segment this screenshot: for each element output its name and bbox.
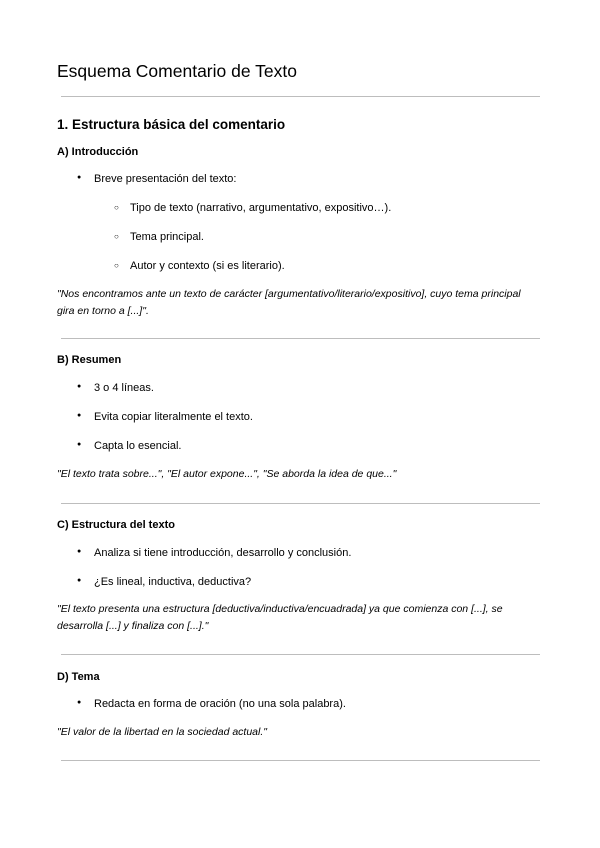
sub-list-item: ○ Tipo de texto (narrativo, argumentativo, expositivo…). [130,202,391,214]
divider [61,503,540,504]
subsection-heading-estructura: C) Estructura del texto [57,519,175,531]
divider [61,654,540,655]
subsection-heading-introduccion: A) Introducción [57,146,139,158]
example-quote: "El texto trata sobre...", "El autor expone...", "Se aborda la idea de que..." [57,468,397,480]
sub-list-item: ○ Autor y contexto (si es literario). [130,260,285,272]
section-heading: 1. Estructura básica del comentario [57,117,286,132]
example-quote: "Nos encontramos ante un texto de carácter [argumentativo/literario/expositivo], cuyo tema principal gira en torno a [...]". [57,288,521,317]
divider [61,96,540,97]
list-item: ● Analiza si tiene introducción, desarrollo y conclusión. [94,547,351,559]
list-item: ● ¿Es lineal, inductiva, deductiva? [94,576,251,588]
list-item: ● Evita copiar literalmente el texto. [94,411,253,423]
list-item: ● Redacta en forma de oración (no una sola palabra). [94,698,346,710]
divider [61,338,540,339]
page-title: Esquema Comentario de Texto [57,61,297,81]
list-item: ● Breve presentación del texto: [94,173,236,185]
example-quote: "El valor de la libertad en la sociedad actual." [57,726,267,738]
list-item: ● 3 o 4 líneas. [94,382,154,394]
sub-list-item: ○ Tema principal. [130,231,204,243]
example-quote: "El texto presenta una estructura [deductiva/inductiva/encuadrada] ya que comienza con [...], se desarrolla [...] y finaliza con [...]." [57,603,503,632]
subsection-heading-resumen: B) Resumen [57,354,122,366]
divider [61,760,540,761]
subsection-heading-tema: D) Tema [57,671,100,683]
list-item: ● Capta lo esencial. [94,440,181,452]
